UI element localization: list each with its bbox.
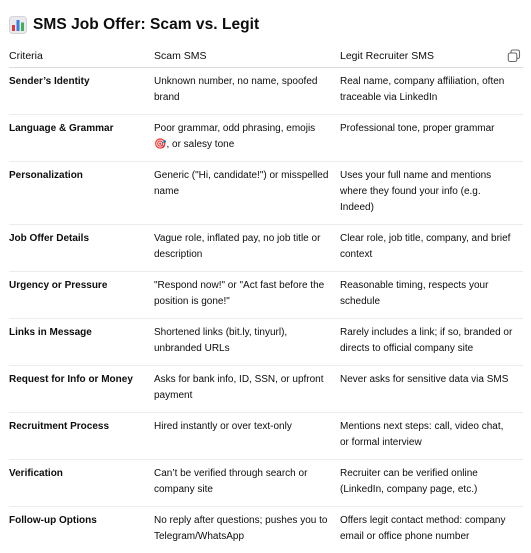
cell-criteria: Language & Grammar xyxy=(9,115,154,162)
copy-icon[interactable] xyxy=(507,49,521,63)
table-row xyxy=(9,162,523,225)
table-row xyxy=(9,413,523,460)
cell-legit: Clear role, job title, company, and brief context xyxy=(340,225,523,272)
table-row xyxy=(9,115,523,162)
cell-criteria: Verification xyxy=(9,460,154,507)
table-row xyxy=(9,319,523,366)
cell-scam: No reply after questions; pushes you to Telegram/WhatsApp xyxy=(154,507,340,553)
cell-criteria: Urgency or Pressure xyxy=(9,272,154,319)
header-criteria: Criteria xyxy=(9,44,154,68)
table-row xyxy=(9,225,523,272)
table-row xyxy=(9,272,523,319)
table-body xyxy=(9,68,523,553)
cell-legit: Mentions next steps: call, video chat, or formal interview xyxy=(340,413,523,460)
cell-scam: Asks for bank info, ID, SSN, or upfront payment xyxy=(154,366,340,413)
cell-criteria: Personalization xyxy=(9,162,154,225)
cell-scam: "Respond now!" or "Act fast before the position is gone!" xyxy=(154,272,340,319)
header-row xyxy=(9,44,523,68)
table-row xyxy=(9,507,523,553)
table-row xyxy=(9,460,523,507)
cell-legit: Offers legit contact method: company email or office phone number xyxy=(340,507,523,553)
comparison-table xyxy=(9,44,523,553)
cell-legit: Real name, company affiliation, often traceable via LinkedIn xyxy=(340,68,523,115)
cell-scam: Poor grammar, odd phrasing, emojis 🎯, or salesy tone xyxy=(154,115,340,162)
cell-legit: Rarely includes a link; if so, branded or directs to official company site xyxy=(340,319,523,366)
cell-scam: Unknown number, no name, spoofed brand xyxy=(154,68,340,115)
cell-criteria: Job Offer Details xyxy=(9,225,154,272)
bar-chart-icon xyxy=(9,16,27,34)
header-legit-label: Legit Recruiter SMS xyxy=(340,50,434,62)
cell-scam: Vague role, inflated pay, no job title or description xyxy=(154,225,340,272)
header-legit-recruiter-sms xyxy=(340,44,523,68)
cell-scam: Generic ("Hi, candidate!") or misspelled name xyxy=(154,162,340,225)
cell-legit: Uses your full name and mentions where they found your info (e.g. Indeed) xyxy=(340,162,523,225)
cell-scam: Can’t be verified through search or company site xyxy=(154,460,340,507)
table-header xyxy=(9,44,523,68)
cell-legit: Recruiter can be verified online (LinkedIn, company page, etc.) xyxy=(340,460,523,507)
title-row xyxy=(9,14,523,36)
header-scam-sms: Scam SMS xyxy=(154,44,340,68)
cell-criteria: Follow-up Options xyxy=(9,507,154,553)
table-row xyxy=(9,366,523,413)
cell-criteria: Recruitment Process xyxy=(9,413,154,460)
cell-criteria: Request for Info or Money xyxy=(9,366,154,413)
cell-legit: Reasonable timing, respects your schedule xyxy=(340,272,523,319)
page-title: SMS Job Offer: Scam vs. Legit xyxy=(33,16,259,34)
cell-criteria: Links in Message xyxy=(9,319,154,366)
cell-scam: Hired instantly or over text-only xyxy=(154,413,340,460)
cell-legit: Professional tone, proper grammar xyxy=(340,115,523,162)
cell-legit: Never asks for sensitive data via SMS xyxy=(340,366,523,413)
cell-criteria: Sender’s Identity xyxy=(9,68,154,115)
table-row xyxy=(9,68,523,115)
cell-scam: Shortened links (bit.ly, tinyurl), unbranded URLs xyxy=(154,319,340,366)
